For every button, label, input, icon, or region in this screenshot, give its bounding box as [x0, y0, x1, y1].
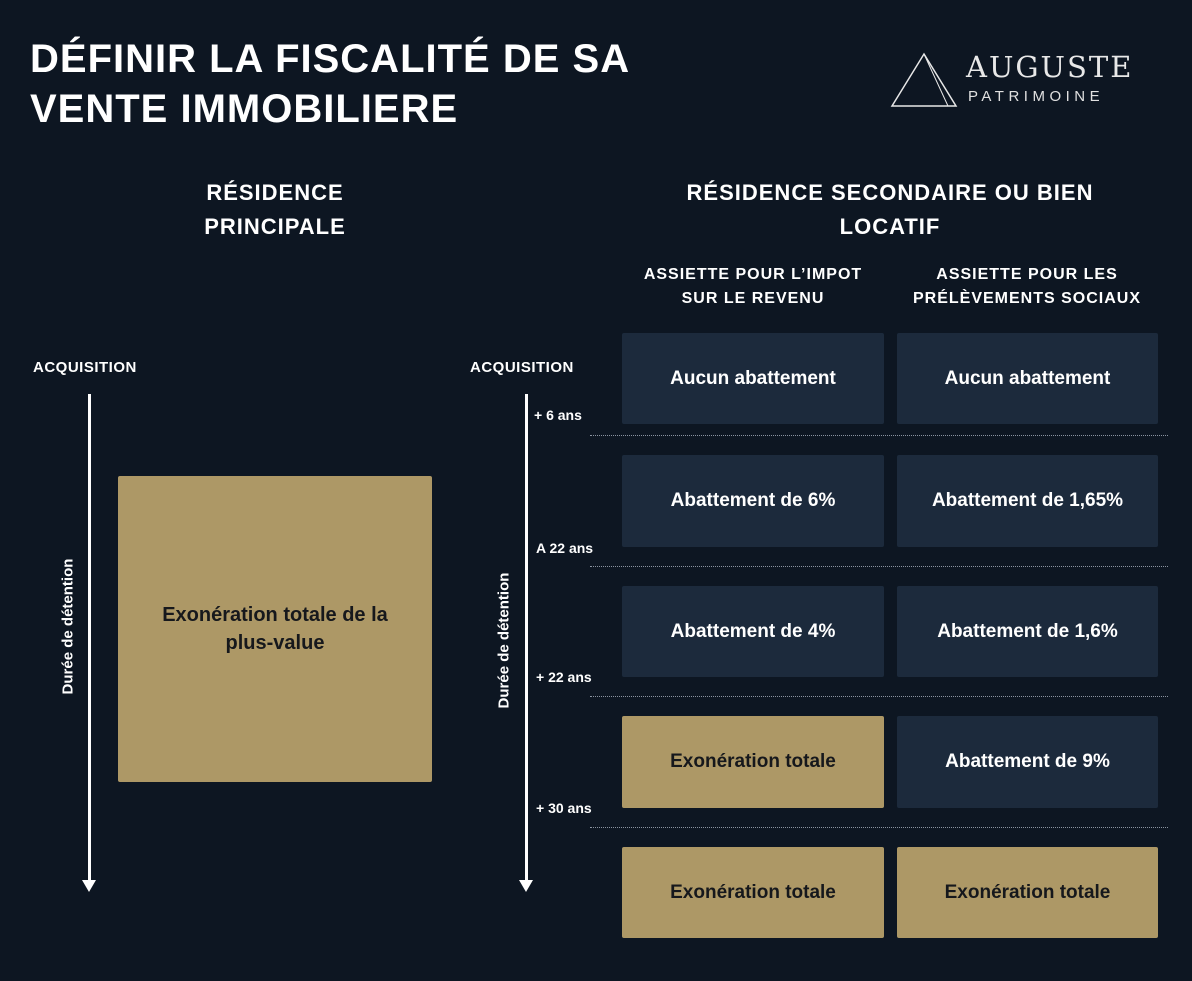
right-timeline-line [525, 394, 528, 882]
page-title: DÉFINIR LA FISCALITÉ DE SA VENTE IMMOBILIERE [30, 37, 631, 131]
left-axis-label: Durée de détention [59, 558, 77, 695]
ps-cell-row-3: Abattement de 1,6% [897, 586, 1158, 677]
milestone-label: + 6 ans [534, 407, 582, 423]
ir-cell-row-5: Exonération totale [622, 847, 884, 938]
brand-name: AUGUSTE [966, 50, 1134, 84]
ps-cell-row-4: Abattement de 9% [897, 716, 1158, 808]
ps-cell-row-5: Exonération totale [897, 847, 1158, 938]
left-section-header: RÉSIDENCE PRINCIPALE [204, 180, 346, 239]
brand-tagline: PATRIMOINE [968, 88, 1105, 105]
ir-cell-row-2: Abattement de 6% [622, 455, 884, 547]
right-axis-label: Durée de détention [495, 572, 513, 709]
row-divider [590, 435, 1168, 436]
row-divider [590, 827, 1168, 828]
col-header-prelevements-sociaux: ASSIETTE POUR LES PRÉLÈVEMENTS SOCIAUX [912, 266, 1142, 307]
left-timeline-line [88, 394, 91, 882]
left-acquisition-label: ACQUISITION [33, 359, 137, 376]
ir-cell-row-3: Abattement de 4% [622, 586, 884, 677]
col-header-impot-revenu: ASSIETTE POUR L’IMPOT SUR LE REVENU [643, 266, 863, 307]
milestone-label: A 22 ans [536, 540, 594, 556]
milestone-label: + 30 ans [536, 800, 592, 816]
ir-cell-row-1: Aucun abattement [622, 333, 884, 424]
ps-cell-row-1: Aucun abattement [897, 333, 1158, 424]
row-divider [590, 566, 1168, 567]
right-timeline-arrow-icon [519, 880, 533, 892]
right-acquisition-label: ACQUISITION [470, 359, 574, 376]
ir-cell-row-4: Exonération totale [622, 716, 884, 808]
left-timeline-arrow-icon [82, 880, 96, 892]
ps-cell-row-2: Abattement de 1,65% [897, 455, 1158, 547]
row-divider [590, 696, 1168, 697]
left-result-box: Exonération totale de la plus-value [118, 476, 432, 782]
milestone-label: + 22 ans [536, 669, 592, 685]
right-section-header: RÉSIDENCE SECONDAIRE OU BIEN LOCATIF [686, 180, 1094, 239]
triangle-logo-icon [890, 52, 960, 108]
